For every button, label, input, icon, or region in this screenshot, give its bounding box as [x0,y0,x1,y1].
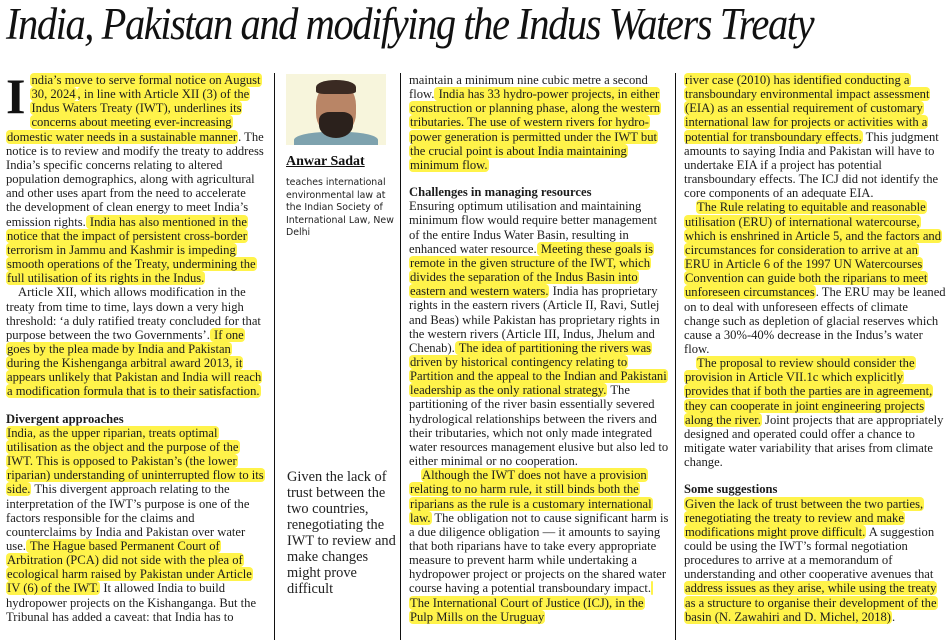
author-photo [286,74,386,145]
author-box [281,74,397,240]
body-text: maintain a minimum nine cubic metre a second flow. [409,73,648,102]
highlighted-text: India has also mentioned in the notice that the impact of persistent cross-border terrorism in Jammu and Kashmir is impeding smooth operations of the Treaty, undermining the full utilisation of its rights in the Indus. [7,214,256,286]
body-text: India has proprietary rights in the eastern rivers (Article II, Ravi, Sutlej and Beas) while Pakistan has proprietary rights in the western rivers (Article III, Indus, Jhelum and Chenab). [409,284,660,355]
runs [409,468,668,624]
paragraph [409,468,669,624]
body-text: . [892,609,896,624]
paragraph [6,68,264,286]
highlighted-text: The idea of partitioning the rivers was driven by historical contingency relating to Partition and the appeal to the Indian and Pakistani leadership as the only rational strategy. [410,340,667,398]
body-text: This judgment amounts to saying India and Pakistan will have to undertake EIA if a project has potential transboundary effects. The ICJ did not identify the core components of an adequate EIA. [684,129,939,201]
highlighted-text: Given the lack of trust between the two parties, renegotiating the treaty to review and make modifications might prove difficult. [685,496,924,539]
highlighted-text: address issues as they arise, while using the treaty as a structure to organise their development of the basin (N. Zawahiri and D. Michel, 2018) [685,581,937,624]
body-text: The obligation not to cause significant harm is a due diligence obligation — it amounts to saying that both riparians have to take every appropriate measure to prevent harm while undertaking a hydropower project or projects on the shared water course having a potential transboundary impact. [409,510,669,596]
article-column-4 [684,73,946,624]
paragraph [684,497,946,624]
body-text: A suggestion could be using the IWT’s formal negotiation procedures to arrive at a memorandum of understanding and other cooperative avenues that [684,524,935,582]
highlighted-text: India, as the upper riparian, treats optimal utilisation as the object and the purpose of the IWT. This is opposed to Pakistan’s (the lower riparian) understanding of uninterrupted flow to its side. [7,425,264,497]
runs [6,285,262,398]
column-divider [274,73,275,640]
body-text: It allowed India to build hydropower projects on the Kishanganga. But the Tribunal has added a caveat: that India has to [6,581,257,624]
body-text: Article XII, which allows modification in the treaty from time to time, lays down a very high threshold: ‘a duly ratified treaty concluded for that purpose between the two Governments’. [6,285,261,342]
body-text: . The ERU may be leaned on to deal with unforeseen effects of climate change such as depletion of glacial reserves which cause a 30%-40% decrease in the Indus’s water flow. [684,285,946,356]
column-divider [400,73,401,640]
highlighted-text: The Rule relating to equitable and reasonable utilisation (ERU) of international watercourse, which is enshrined in Article 5, and the factors and circumstances for consideration to arrive at an ERU in Article 6 of the 1997 UN Watercourses Convention can guide both the riparians to meet unforeseen circumstances [685,200,942,300]
subheading-divergent-approaches: Divergent approaches [6,411,124,426]
runs [684,73,939,200]
article-column-1 [6,68,264,624]
paragraph [409,199,669,468]
drop-cap: I [6,68,26,124]
runs [684,200,946,356]
headline: India, Pakistan and modifying the Indus Waters Treaty [6,0,814,49]
body-text: Ensuring optimum utilisation and maintaining minimum flow would require better management of the entire Indus Water Basin, resulting in enhanced water resource. [409,199,657,256]
paragraph [409,73,669,172]
pull-quote: Given the lack of trust between the two countries, renegotiating the IWT to review and make changes might prove difficult [287,469,396,597]
runs [6,68,264,286]
subheading-some-suggestions: Some suggestions [684,482,778,497]
highlighted-text: , in line with Article XII (3) of the Indus Waters Treaty (IWT), underlines its concerns about meeting ever-increasing domestic water needs in a sustainable manner [7,87,250,144]
highlighted-text: The International Court of Justice (ICJ), in the Pulp Mills on the Uruguay [409,581,653,623]
body-text: Joint projects that are appropriately designed and operated could offer a chance to mitigate water variability that arises from climate change. [684,412,944,470]
paragraph [684,356,946,469]
author-bio: teaches international environmental law at the Indian Society of International Law, New Delhi [286,177,394,239]
highlighted-text: Meeting these goals is remote in the given structure of the IWT, which divides the separation of the Indus Basin into eastern and western waters. [410,241,654,299]
runs [684,356,943,469]
highlighted-text: If one goes by the plea made by India and Pakistan during the Kishenganga arbitral award 2013, it appears unlikely that Pakistan and India will reach a modification formula that is to their satisfaction. [7,327,262,399]
runs [409,199,668,468]
body-text: This divergent approach relating to the interpretation of the IWT’s purpose is one of the factors responsible for the claims and counterclaims by India and Pakistan over water use. [6,482,250,553]
runs [409,73,661,172]
body-text: . The notice is to review and modify the treaty to address India’s specific concerns relating to altered population demographics, along with agricultural and other uses apart from the need to accelerate the development of clean energy to meet India’s emission rights. [6,129,264,229]
column-divider [675,73,676,640]
highlighted-text: Although the IWT does not have a provision relating to no harm rule, it still binds both the riparians as the rule is a customary international law. [410,468,652,525]
highlighted-text: India has 33 hydro-power projects, in either construction or planning phase, along the western tributaries. The use of western rivers for hydro-power generation is permitted under the IWT but the crucial point is about India maintaining minimum flow. [410,87,661,172]
runs [684,497,938,624]
paragraph [6,285,264,398]
subheading-challenges: Challenges in managing resources [409,185,592,200]
article-column-3 [409,73,669,624]
paragraph [684,73,946,200]
runs [6,426,265,624]
highlighted-text: river case (2010) has identified conducting a transboundary environmental impact assessment (EIA) as an essential requirement of customary international law for projects or activities with a potential for transboundary effects. [685,73,930,144]
highlighted-text: The Hague based Permanent Court of Arbitration (PCA) did not side with the plea of ecological harm raised by Pakistan under Article IV (6) of the IWT. [7,539,252,596]
author-name[interactable]: Anwar Sadat [286,154,365,169]
highlighted-text: ndia’s move to serve formal notice on August 30, 2024 [31,73,261,102]
paragraph [684,200,946,356]
paragraph [6,426,264,624]
body-text: The partitioning of the river basin essentially severed hydrological relationships between the rivers and their tributaries, which not only made integrated water resources management elusive but also led to either minimal or no cooperation. [409,383,669,469]
highlighted-text: The proposal to review should consider the provision in Article VII.1c which explicitly provides that if both the parties are in agreement, they can cooperate in joint engineering projects along the river. [685,356,933,427]
